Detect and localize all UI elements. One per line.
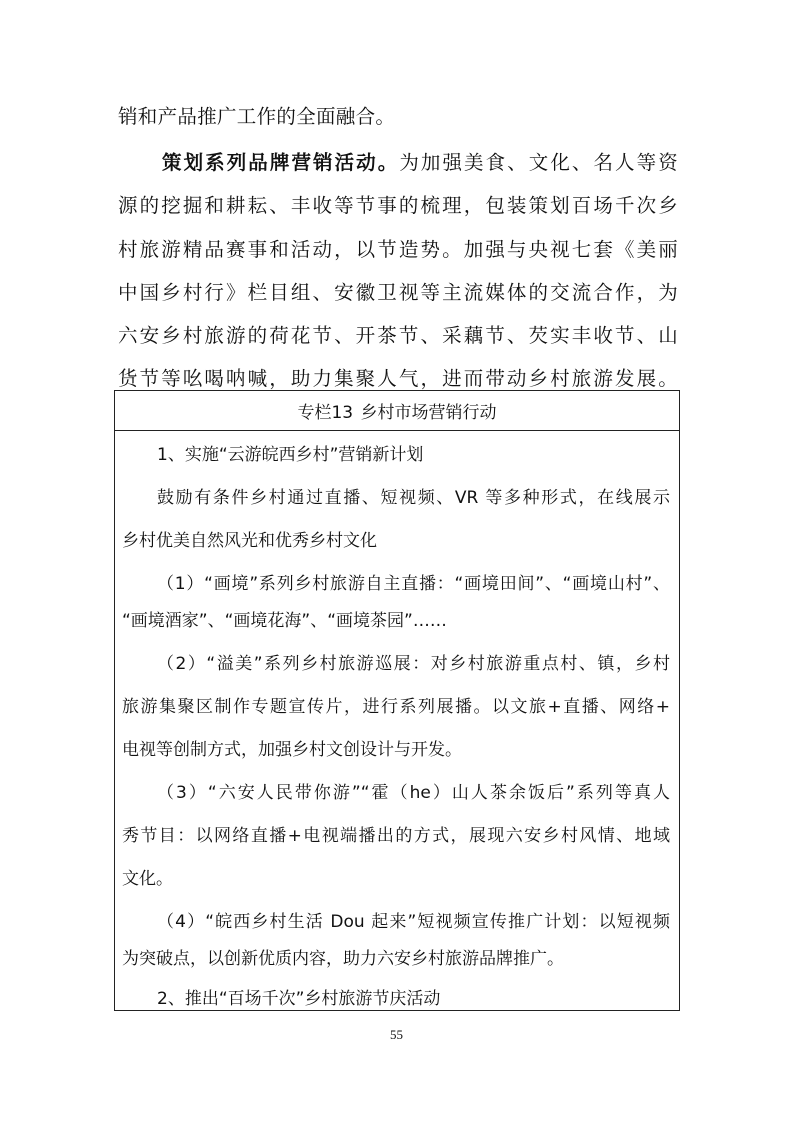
box-item-heading: 1、实施“云游皖西乡村”营销新计划 <box>157 445 424 465</box>
box-line: （2）“溢美”系列乡村旅游巡展：对乡村旅游重点村、镇，乡村 <box>157 654 670 674</box>
box-line: 电视等创制方式，加强乡村文创设计与开发。 <box>122 740 462 760</box>
box-line: 旅游集聚区制作专题宣传片，进行系列展播。以文旅+直播、网络+ <box>122 697 670 717</box>
box-line: （1）“画境”系列乡村旅游自主直播：“画境田间”、“画境山村”、 <box>157 574 670 594</box>
body-line: 六安乡村旅游的荷花节、开茶节、采藕节、芡实丰收节、山 <box>118 324 678 347</box>
page-number: 55 <box>390 1027 403 1042</box>
box-line: 鼓励有条件乡村通过直播、短视频、VR 等多种形式，在线展示 <box>157 488 670 508</box>
box-line: 乡村优美自然风光和优秀乡村文化 <box>122 531 377 551</box>
body-text: 为加强美食、文化、名人等资 <box>399 151 678 174</box>
box-line: 文化。 <box>122 869 173 889</box>
box-item-heading: 2、推出“百场千次”乡村旅游节庆活动 <box>157 989 441 1009</box>
body-line: 村旅游精品赛事和活动，以节造势。加强与央视七套《美丽 <box>118 238 678 261</box>
body-line <box>162 147 678 175</box>
box-title-divider <box>114 430 680 431</box>
body-line: 销和产品推广工作的全面融合。 <box>118 105 396 128</box>
box-line: 为突破点，以创新优质内容，助力六安乡村旅游品牌推广。 <box>122 949 564 969</box>
box-line: 秀节目：以网络直播+电视端播出的方式，展现六安乡村风情、地域 <box>122 826 670 846</box>
box-title: 专栏13 乡村市场营销行动 <box>297 403 497 423</box>
body-line: 源的挖掘和耕耘、丰收等节事的梳理，包装策划百场千次乡 <box>118 194 678 217</box>
box-line: （4）“皖西乡村生活 Dou 起来”短视频宣传推广计划：以短视频 <box>157 912 670 932</box>
body-line: 货节等吆喝呐喊，助力集聚人气，进而带动乡村旅游发展。 <box>118 367 678 390</box>
box-line: （3）“六安人民带你游”“霍（he）山人茶余饭后”系列等真人 <box>157 783 670 803</box>
body-line: 中国乡村行》栏目组、安徽卫视等主流媒体的交流合作，为 <box>118 281 678 304</box>
box-line: “画境酒家”、“画境花海”、“画境茶园”…… <box>122 611 447 631</box>
section-heading: 策划系列品牌营销活动。 <box>162 151 400 174</box>
